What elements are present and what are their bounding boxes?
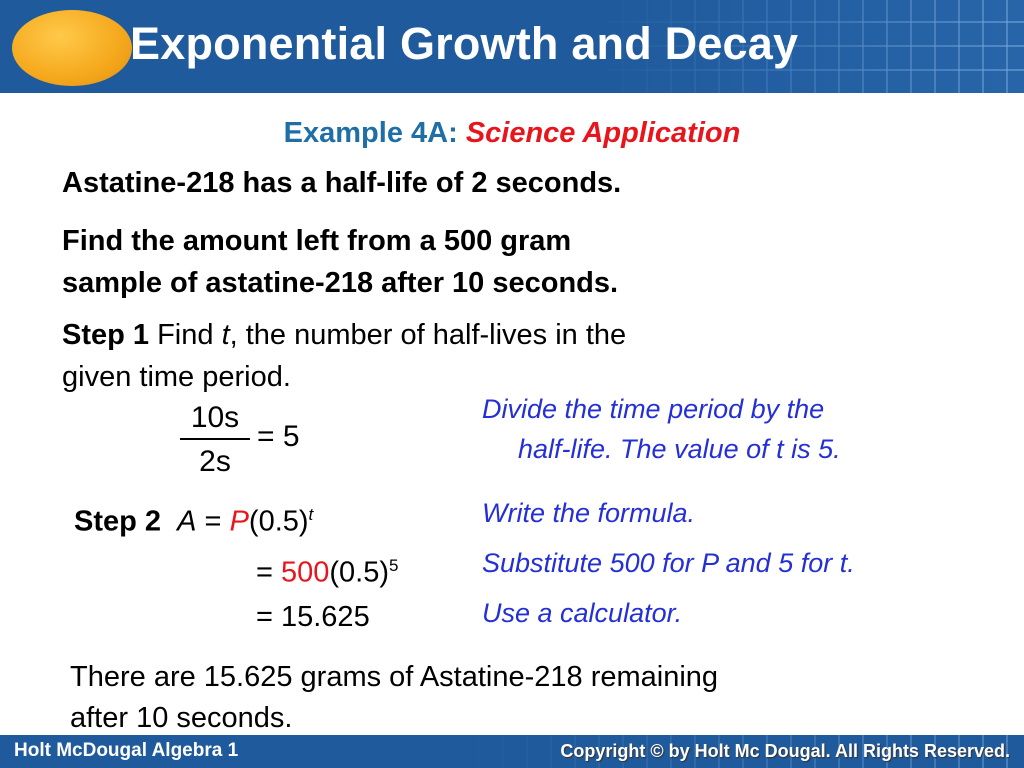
- eq2-equals: =: [256, 556, 281, 589]
- fraction-denominator: 2s: [199, 445, 231, 478]
- conclusion-line-1: There are 15.625 grams of Astatine-218 remaining: [70, 661, 719, 693]
- footer-bar: [0, 735, 1024, 768]
- step1-note-line-1: Divide the time period by the: [482, 394, 825, 424]
- step2-note-3: Use a calculator.: [482, 598, 683, 628]
- step1-label: Step 1: [62, 319, 150, 351]
- step2-equation-1: [74, 494, 313, 543]
- step2-note-1: Write the formula.: [482, 498, 696, 528]
- example-label: Example 4A:: [283, 117, 458, 149]
- step1-line-2: given time period.: [62, 361, 291, 393]
- fraction: [180, 400, 250, 480]
- fraction-bar: [180, 438, 250, 440]
- example-subtitle: Science Application: [465, 117, 741, 149]
- orange-oval-logo: [12, 10, 132, 86]
- step2-equation-2: [256, 545, 399, 594]
- fraction-result: = 5: [257, 420, 300, 453]
- eq1-base: (0.5): [248, 505, 309, 538]
- step1-text-b: , the number of half-lives in the: [229, 319, 627, 351]
- eq2-value: 500: [281, 556, 330, 589]
- step1-text-a: Find: [149, 319, 222, 351]
- footer-course-name: Holt McDougal Algebra 1: [14, 740, 239, 761]
- problem-line-1: Astatine-218 has a half-life of 2 seconds.: [62, 167, 622, 199]
- problem-line-2: Find the amount left from a 500 gram: [62, 225, 572, 257]
- conclusion-line-2: after 10 seconds.: [70, 702, 293, 734]
- step2-note-2: Substitute 500 for P and 5 for t.: [482, 548, 855, 578]
- step1-var-t: t: [221, 319, 230, 351]
- var-A: A: [177, 505, 197, 538]
- footer-copyright: Copyright © by Holt Mc Dougal. All Rights Reserved.: [560, 741, 1010, 761]
- eq1-equals: =: [196, 505, 230, 538]
- step1-note-line-2: half-life. The value of t is 5.: [518, 434, 841, 464]
- header-bar: [0, 0, 1024, 93]
- var-P: P: [229, 505, 249, 538]
- eq2-base: (0.5): [329, 556, 390, 589]
- fraction-numerator: 10s: [190, 401, 240, 434]
- slide-title: Exponential Growth and Decay: [130, 18, 799, 69]
- eq2-exponent: 5: [389, 556, 399, 575]
- step2-equation-3: = 15.625: [256, 601, 370, 633]
- example-heading: [0, 117, 1024, 150]
- step1-line-1: [62, 314, 626, 356]
- problem-line-3: sample of astatine-218 after 10 seconds.: [62, 267, 619, 299]
- step2-label: Step 2: [74, 505, 162, 538]
- eq1-exponent: t: [308, 505, 314, 524]
